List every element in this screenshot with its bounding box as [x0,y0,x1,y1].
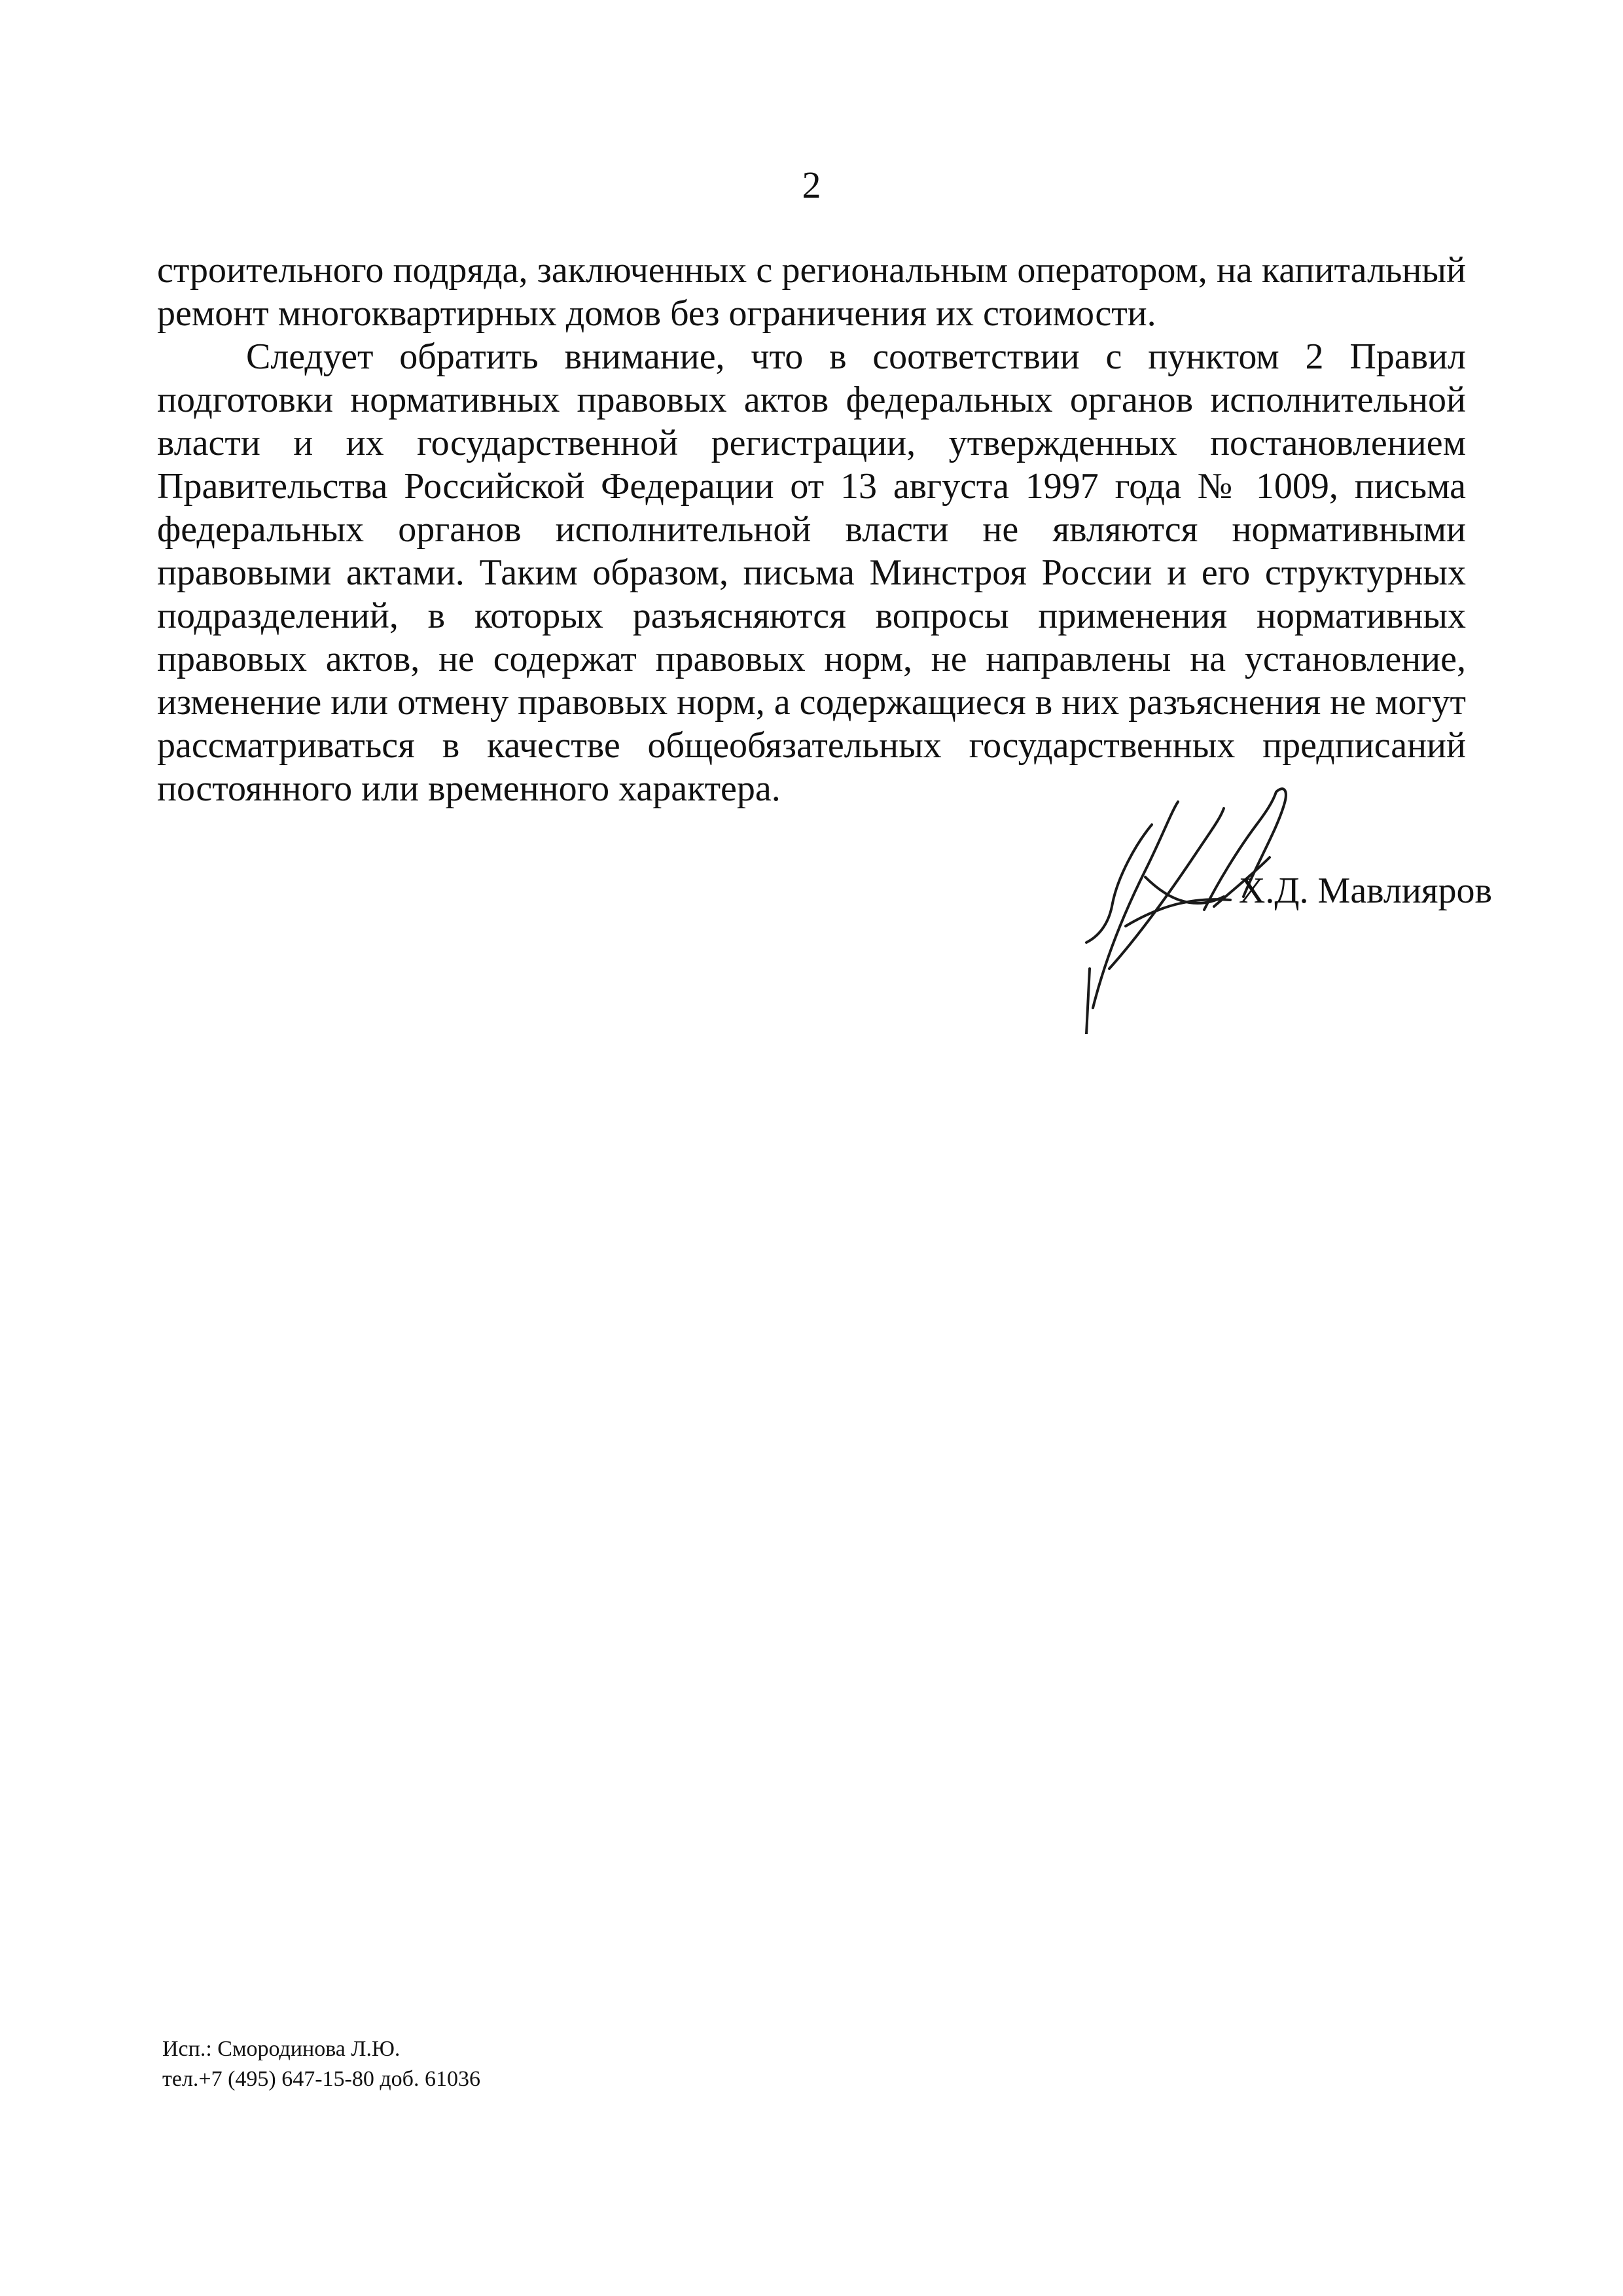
executor-phone: тел.+7 (495) 647-15-80 доб. 61036 [162,2067,480,2091]
paragraph-main: Следует обратить внимание, что в соответствии с пунктом 2 Правил подготовки нормативных правовых актов федеральных органов исполнительной власти и их государственной регистрации, утвержденных постановлением Правительства Российской Федерации от 13 августа 1997 года № 1009, письма федеральных органов исполнительной власти не являются нормативными правовыми актами. Таким образом, письма Минстроя России и его структурных подразделений, в которых разъясняются вопросы применения нормативных правовых актов, не содержат правовых норм, не направлены на установление, изменение или отмену правовых норм, а содержащиеся в них разъяснения не могут рассматриваться в качестве общеобязательных государственных предписаний постоянного или временного характера. [157,336,1466,809]
signer-name: Х.Д. Мавлияров [1238,870,1492,911]
page-number: 2 [802,164,821,206]
executor-name: Исп.: Смородинова Л.Ю. [162,2037,401,2061]
executor-info [162,2034,480,2094]
paragraph-continuation: строительного подряда, заключенных с региональным оператором, на капитальный ремонт многоквартирных домов без ограничения их стоимости. [157,250,1466,334]
letter-body [157,249,1466,810]
signature-block [1047,772,1492,1034]
